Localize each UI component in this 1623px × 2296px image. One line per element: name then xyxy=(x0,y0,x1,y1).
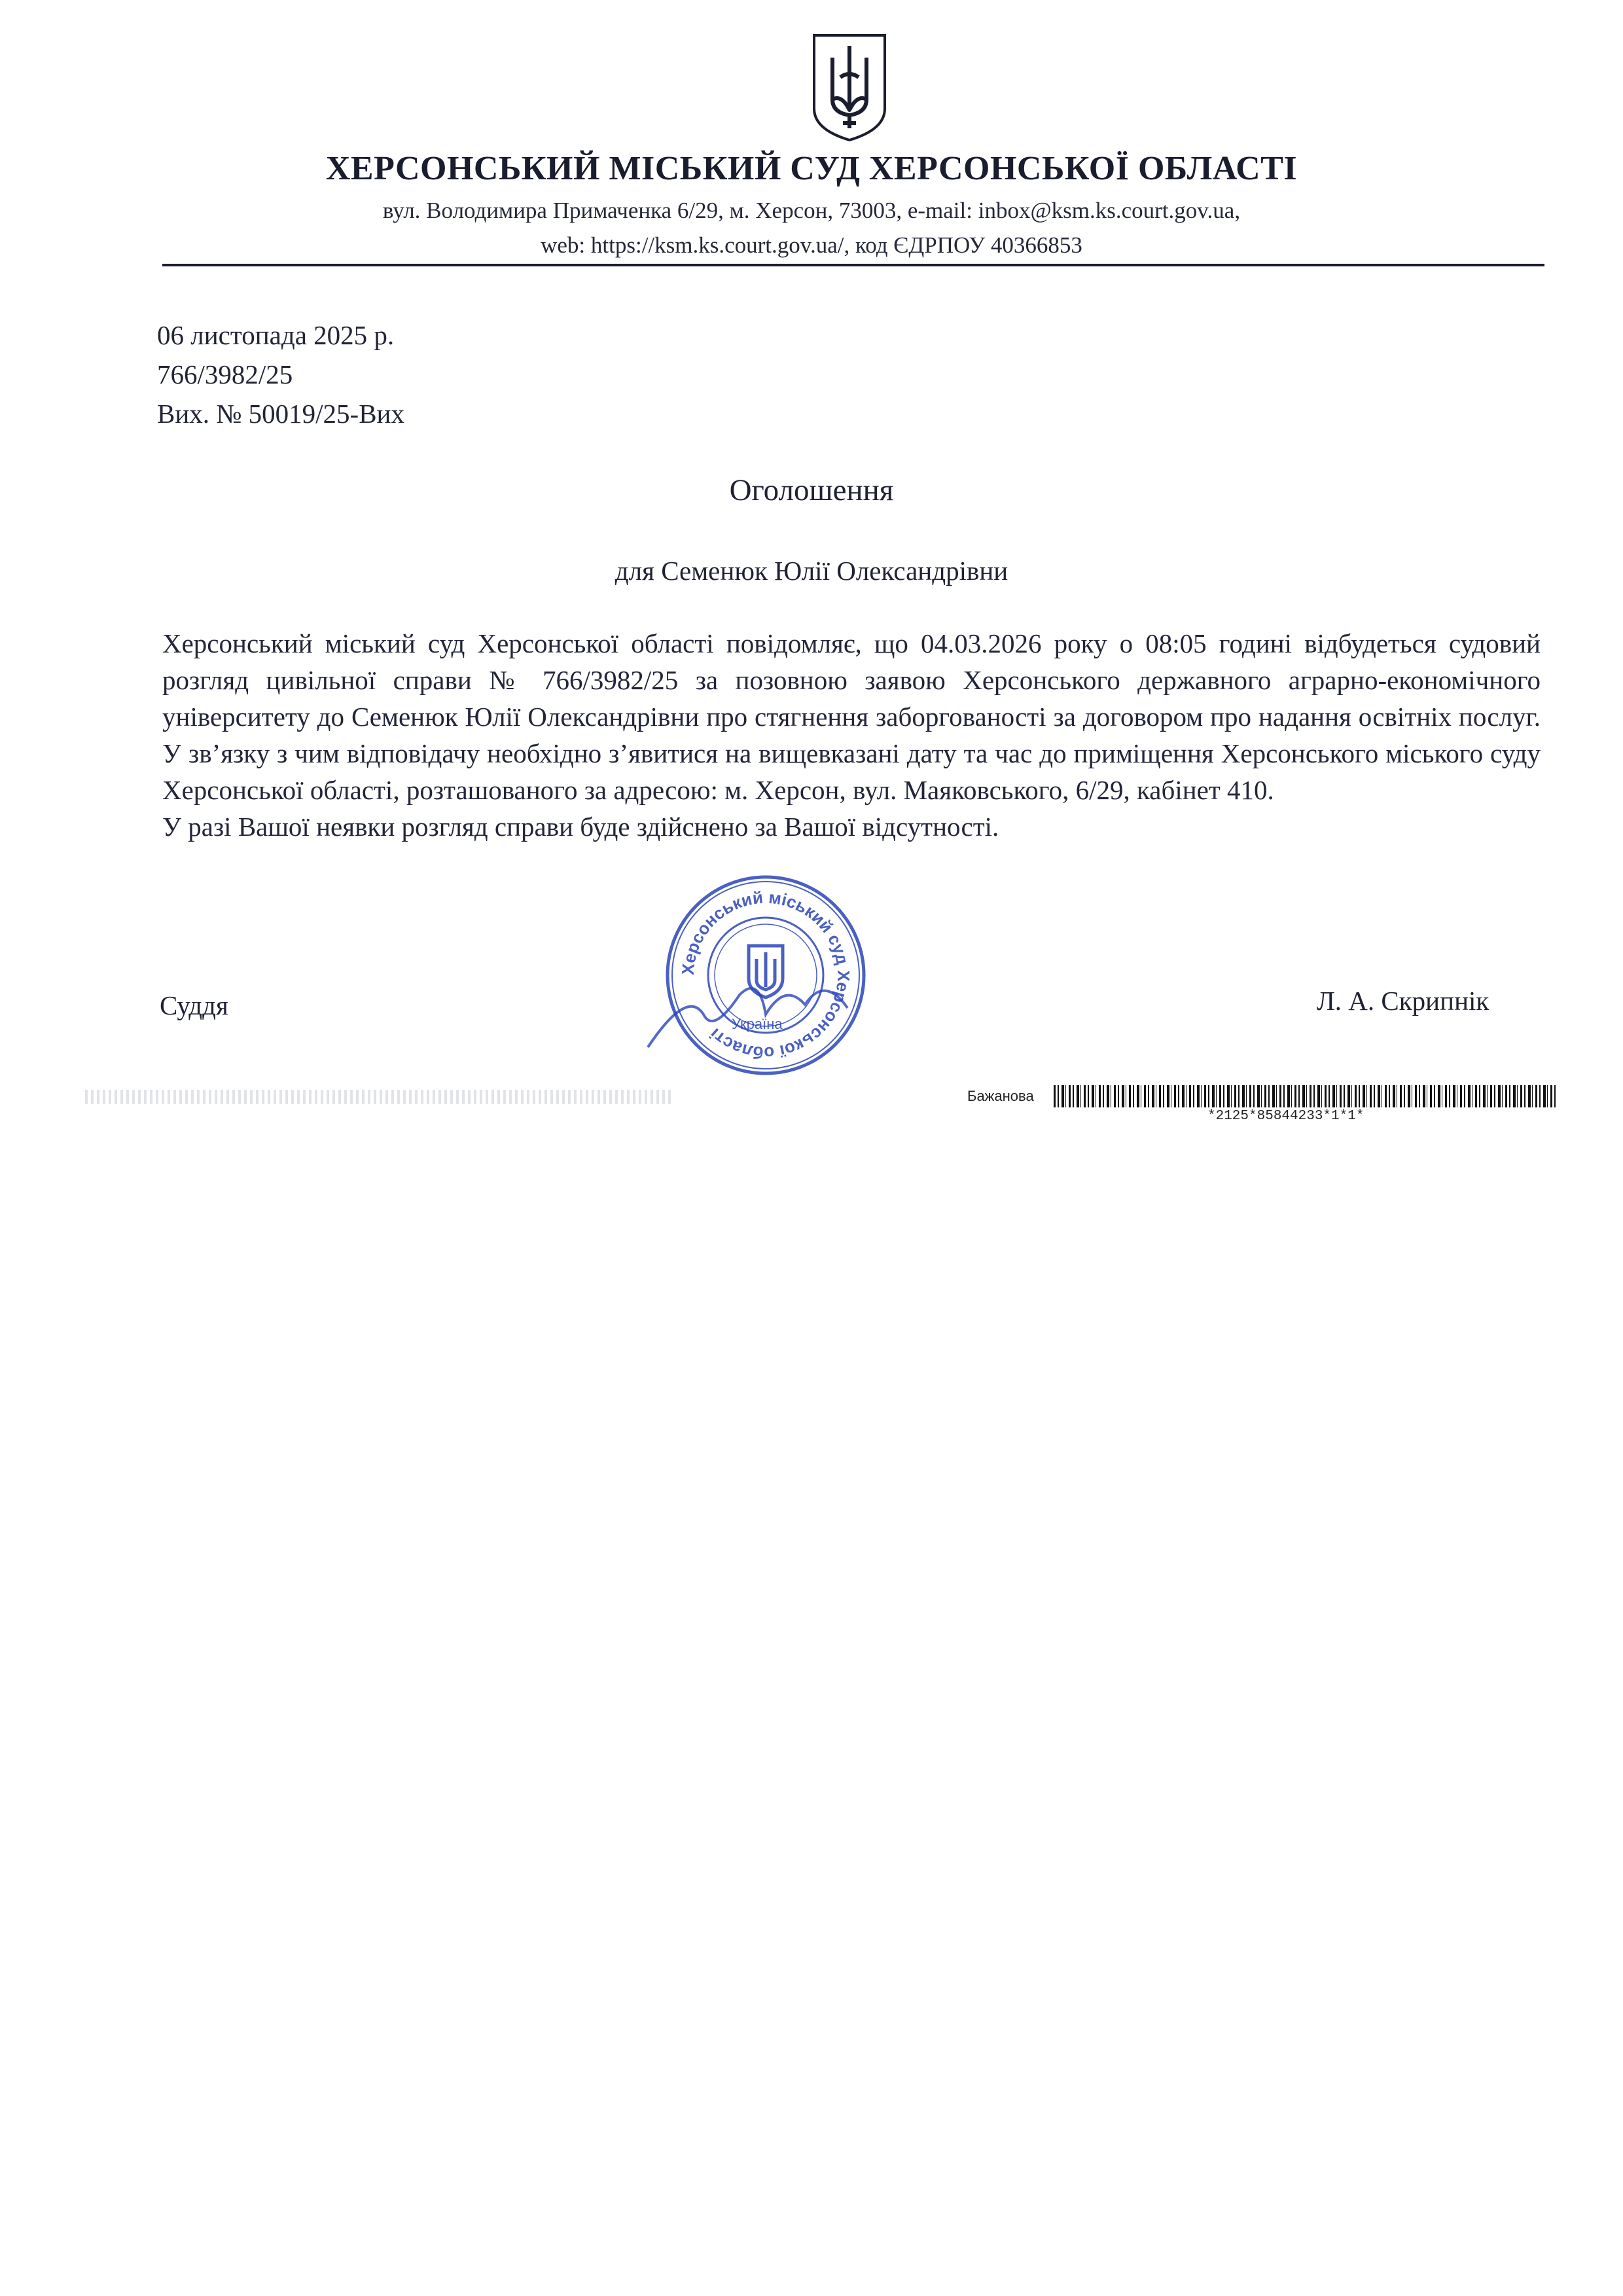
coat-of-arms-icon xyxy=(810,31,889,143)
announcement-paragraph: Херсонський міський суд Херсонської області повідомляє, що 04.03.2026 року о 08:05 годині відбудеться судовий розгляд цивільної справи № 766/3982/25 за позовною заявою Херсонського державного аграрно-економічного університету до Семенюк Юлії Олександрівни про стягнення заборгованості за договором про надання освітніх послуг. У зв’язку з чим відповідачу необхідно з’явитися на вищевказані дату та час до приміщення Херсонського міського суду Херсонської області, розташованого за адресою: м. Херсон, вул. Маяковського, 6/29, кабінет 410. xyxy=(162,628,1541,805)
signature-role: Суддя xyxy=(160,990,228,1020)
court-address: вул. Володимира Примаченка 6/29, м. Херсон, 73003, e-mail: inbox@ksm.ks.court.gov.ua, xyxy=(382,198,1241,223)
document-date: 06 листопада 2025 р. xyxy=(157,320,395,350)
announcement-body xyxy=(162,625,1541,845)
seal-country: Україна xyxy=(732,1016,783,1032)
court-web: web: https://ksm.ks.court.gov.ua/, код ЄДРПОУ 40366853 xyxy=(541,232,1082,258)
faded-footer-marks xyxy=(85,1090,674,1104)
header-divider xyxy=(162,264,1544,266)
court-seal-stamp xyxy=(589,857,929,1086)
seal-ring-text: Херсонський міський суд Херсонської області xyxy=(677,887,854,1064)
barcode-number: *2125*85844233*1*1* xyxy=(1207,1109,1364,1124)
document-title: Оголошення xyxy=(729,473,894,507)
judge-name: Л. А. Скрипнік xyxy=(1317,986,1489,1016)
absence-notice: У разі Вашої неявки розгляд справи буде здійснено за Вашої відсутності. xyxy=(162,812,999,842)
court-name: ХЕРСОНСЬКИЙ МІСЬКИЙ СУД ХЕРСОНСЬКОЇ ОБЛАСТІ xyxy=(325,150,1298,187)
addressee: для Семенюк Юлії Олександрівни xyxy=(615,556,1008,586)
document-barcode xyxy=(1054,1085,1558,1107)
case-number: 766/3982/25 xyxy=(157,359,293,389)
outgoing-number: Вих. № 50019/25-Вих xyxy=(157,399,404,429)
executor-name: Бажанова xyxy=(967,1088,1034,1104)
